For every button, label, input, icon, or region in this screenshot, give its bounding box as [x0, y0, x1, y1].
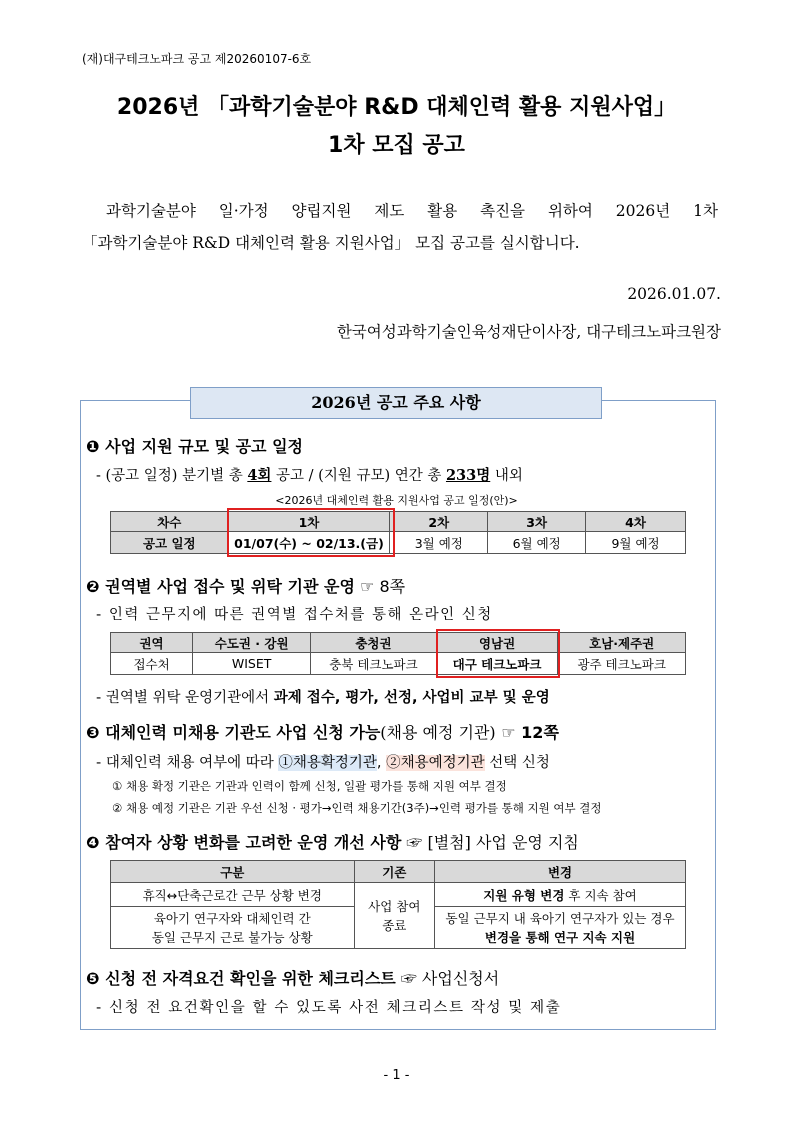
section3-marker: ❸ [86, 723, 100, 742]
section3-paren: (채용 예정 기관) [380, 723, 496, 742]
region-row-label: 접수처 [111, 653, 193, 675]
region-cell: WISET [193, 653, 311, 675]
improvement-header: 기존 [354, 861, 435, 883]
region-header: 권역 [111, 633, 193, 653]
section5-ref: ☞ 사업신청서 [395, 969, 500, 988]
improvement-r1-rest: 후 지속 참여 [564, 887, 637, 903]
section1-line [96, 464, 523, 485]
improvement-cell: 육아기 연구자와 대체인력 간 동일 근무지 근로 불가능 상황 [111, 907, 355, 949]
region-header: 수도권 · 강원 [193, 633, 311, 653]
improvement-header: 변경 [435, 861, 686, 883]
section1-heading [86, 434, 303, 457]
improvement-cell-existing: 사업 참여 종료 [354, 883, 435, 949]
region-header: 호남·제주권 [558, 633, 686, 653]
region-cell: 대구 테크노파크 [436, 653, 558, 675]
section5-heading [86, 966, 499, 989]
region-cell: 광주 테크노파크 [558, 653, 686, 675]
section3-line1-a: - 대체인력 채용 여부에 따라 [96, 755, 279, 771]
section1-count: 4회 [247, 467, 272, 484]
improvement-cell [435, 907, 686, 949]
summary-frame-title: 2026년 공고 주요 사항 [190, 387, 602, 419]
section1-line-a: - (공고 일정) 분기별 총 [96, 468, 248, 484]
round1-highlight-box [227, 508, 395, 557]
schedule-row-label: 공고 일정 [111, 532, 229, 554]
schedule-caption: <2026년 대체인력 활용 지원사업 공고 일정(안)> [275, 494, 518, 507]
planned-hire-option: ②채용예정기관 [386, 755, 485, 771]
section2-ref: ☞ 8쪽 [354, 577, 406, 596]
section3-line1-c: , [376, 755, 387, 771]
improvement-r2-rest: 동일 근무지 내 육아기 연구자가 있는 경우 [445, 910, 675, 926]
page-title-line1: 2026년 「과학기술분야 R&D 대체인력 활용 지원사업」 [116, 95, 677, 120]
section3-note1: ① 채용 확정 기관은 기관과 인력이 함께 신청, 일괄 평가를 통해 지원 여부 결정 [112, 779, 507, 793]
section3-note2: ② 채용 예정 기관은 기관 우선 신청 · 평가→인력 채용기간(3주)→인력 평가를 통해 지원 여부 결정 [112, 801, 602, 815]
schedule-cell: 6월 예정 [488, 532, 586, 554]
page-number: - 1 - [383, 1068, 410, 1083]
section1-title: 사업 지원 규모 및 공고 일정 [105, 437, 303, 456]
schedule-cell: 3월 예정 [390, 532, 488, 554]
notice-number: (재)대구테크노파크 공고 제20260107-6호 [82, 52, 312, 66]
section5-marker: ❺ [86, 969, 100, 988]
region-header: 충청권 [311, 633, 437, 653]
section4-marker: ❹ [86, 833, 100, 852]
intro-line2: 「과학기술분야 R&D 대체인력 활용 지원사업」 모집 공고를 실시합니다. [82, 234, 580, 252]
improvement-header: 구분 [111, 861, 355, 883]
section2-marker: ❷ [86, 577, 100, 596]
improvement-cell: 휴직↔단축근로간 근무 상황 변경 [111, 883, 355, 907]
section5-title: 신청 전 자격요건 확인을 위한 체크리스트 [105, 969, 396, 988]
improvement-r2-bold: 변경을 통해 연구 지속 지원 [484, 929, 636, 945]
section2-line2-a: - 권역별 위탁 운영기관에서 [96, 690, 274, 706]
page-title-line2: 1차 모집 공고 [328, 133, 465, 158]
schedule-header: 2차 [390, 512, 488, 532]
section1-scale: 233명 [445, 467, 491, 484]
improvement-r1-bold: 지원 유형 변경 [483, 887, 565, 903]
region-cell: 충북 테크노파크 [311, 653, 437, 675]
section4-heading [86, 830, 579, 853]
section1-marker: ❶ [86, 437, 100, 456]
section2-title: 권역별 사업 접수 및 위탁 기관 운영 [105, 577, 355, 596]
schedule-header: 4차 [586, 512, 686, 532]
schedule-table [110, 511, 686, 554]
section2-line2 [96, 686, 550, 707]
confirmed-hire-option: ①채용확정기관 [278, 755, 377, 771]
notice-date: 2026.01.07. [627, 285, 721, 303]
schedule-cell: 01/07(수) ~ 02/13.(금) [228, 532, 390, 554]
signatory: 한국여성과학기술인육성재단이사장, 대구테크노파크원장 [336, 323, 721, 341]
section3-line1-e: 선택 신청 [484, 755, 550, 771]
schedule-header: 차수 [111, 512, 229, 532]
intro-line1: 과학기술분야 일·가정 양립지원 제도 활용 촉진을 위하여 2026년 1차 [106, 202, 718, 220]
schedule-cell: 9월 예정 [586, 532, 686, 554]
section2-heading [86, 574, 405, 597]
improvement-cell [435, 883, 686, 907]
section2-line2-b: 과제 접수, 평가, 선정, 사업비 교부 및 운영 [273, 690, 550, 706]
yeongnam-highlight-box [436, 629, 560, 678]
schedule-header: 3차 [488, 512, 586, 532]
section5-line1: - 신청 전 요건확인을 할 수 있도록 사전 체크리스트 작성 및 제출 [96, 1000, 562, 1016]
region-table [110, 632, 686, 675]
section2-line1: - 인력 근무지에 따른 권역별 접수처를 통해 온라인 신청 [96, 607, 493, 623]
section3-title: 대체인력 미채용 기관도 사업 신청 가능 [105, 723, 381, 742]
section3-heading [86, 720, 559, 743]
section3-ref: ☞ 12쪽 [495, 723, 559, 742]
section4-ref: ☞ [별첨] 사업 운영 지침 [401, 833, 579, 852]
section1-line-e: 내외 [490, 468, 523, 484]
improvement-table [110, 860, 686, 949]
section3-line1 [96, 751, 550, 772]
section4-title: 참여자 상황 변화를 고려한 운영 개선 사항 [105, 833, 402, 852]
section1-line-c: 공고 / (지원 규모) 연간 총 [271, 468, 446, 484]
region-header: 영남권 [436, 633, 558, 653]
schedule-header: 1차 [228, 512, 390, 532]
